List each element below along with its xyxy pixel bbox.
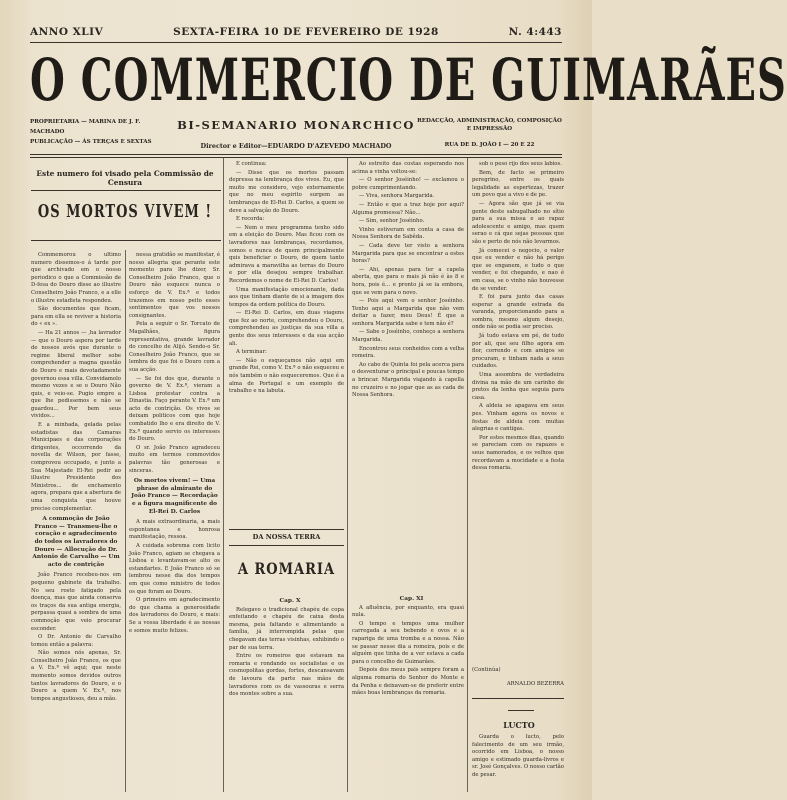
paragraph: Encontrou seus conheidos com a velha romeira. bbox=[352, 345, 464, 360]
paragraph: Entre os romeiros que estavam na romaria e rondando os socialistas e os cosmopolitas gordas, fortes, descansavam de lavoura da parte nas mãos de lavradores com os de vassouras e serra dos montes sobre a sua. bbox=[229, 653, 344, 698]
paragraph: — El-Rei D. Carlos, em duas viagens que fez ao norte, comprehendeu o Douro, comprehendeu as justiças da sua villa a gente dos seus interesses e da sua acção ali. bbox=[229, 310, 344, 347]
paragraph: Uma manifestação emocionante, dada aos que tinham diante de si a imagem dos tempos da ordem política do Douro. bbox=[229, 286, 344, 308]
main-headline: OS MORTOS VIVEM ! bbox=[37, 202, 213, 223]
paragraph: — Então e que a traz hoje por aqui? Alguma promessa? Não... bbox=[352, 201, 464, 216]
newspaper-title: O COMMERCIO DE GUIMARÃES bbox=[30, 46, 787, 115]
paragraph: Não somos nós apenas, Sr. Conselheiro João Franco, os que a V. Ex.ª vê aqui; que neste momento somos devidos outros tantos lavradores do Douro, e o Douro a quem V. Ex.ª, nos tempos angustiosos, deu a mão. bbox=[31, 650, 121, 702]
section-rule bbox=[229, 529, 344, 530]
column-rule bbox=[125, 250, 126, 792]
paragraph: E a minhada, gelada pelas estadistas das Camaras Municipaes e das corporações dirigentes, occorrendo da novella de Wilson, por fasse, comprovou occupado, e junto a Sua Majestade El-Rei pedir ao illustre Presidente dos Ministros... de enchamento agora, prepara que a abertura de uma conquista que houve preciso complementar. bbox=[31, 422, 121, 512]
section-title: DA NOSSA TERRA bbox=[252, 533, 321, 541]
article-column-2 bbox=[129, 252, 220, 792]
director-line: Director e Editor—EDUARDO D'AZEVEDO MACHADO bbox=[200, 142, 392, 150]
paragraph: A aldeia se apagava em seus pes. Vinham agora os novos e festas de aldeia com muitas alegrias e cantigas. bbox=[472, 403, 564, 433]
author: ARNALDO BEZERRA bbox=[506, 681, 564, 687]
paragraph: — Ha 21 annos — ,ha lavrador — que o Douro aspera por tarde de nossos avós que durante o regime liberal melhor sobe comprehender a magna questão do Douro e mais devotadamente governou essa villa. Convidamolo mesmo vezes e se o Douro Não quis, e veio-se. Pugio empre a que lhe pedissemos e não se guardou... Por bem seus vividos... bbox=[31, 329, 121, 420]
newspaper-subtitle: BI-SEMANARIO MONARCHICO bbox=[177, 118, 415, 132]
article-column-1 bbox=[31, 252, 121, 792]
paragraph: E foi para junto das casas esperar a grande estrada da varanda, proporcionando para a sombra, mesmo algum desejo, onde não se podia ser preciso. bbox=[472, 294, 564, 331]
paragraph: Depois dos meus pais sempre foram a alguma romaria do Senhor do Monte e da Penha e deixavam-se de preferir entre mães boas lembranças da romaria. bbox=[352, 667, 464, 697]
masthead-topline bbox=[30, 26, 562, 38]
paragraph: — Se foi dos que, durante o governo de V. Ex.ª, vieram a Lisboa protestar contra a Dinastia. Faço perante V. Ex.ª um acto de contrição. Os vivos se deixam politicos com que hoje combatido lho e era direito de V. Ex.ª quando servio os interesses do Douro. bbox=[129, 375, 220, 443]
continua-note bbox=[472, 667, 564, 679]
section-heading: A commoção de João Franco — Transmeu-lhe o coração e agradecimento do todos os lavradores do Douro — Allocução do Dr. Antonio de Carvalho — Um acto de contrição bbox=[32, 516, 120, 568]
column-rule bbox=[223, 158, 224, 792]
serial-title: A ROMARIA bbox=[237, 560, 336, 579]
article-column-3 bbox=[229, 161, 344, 526]
censura-rule bbox=[31, 190, 221, 191]
paragraph: A mais extraordinaria, a mais espontanea e honrosa manifestação, ressoa. bbox=[129, 519, 220, 541]
paragraph: — Agora são que já se via gente deste sabugalhado no sítio para a sua missa e ao rapaz adolescente e amigo, mas quem serao e cá que sejas pessoas que são e perto de nós não levarmos. bbox=[472, 200, 564, 245]
address-line: RUA DE D. JOÃO I — 20 E 22 bbox=[444, 142, 535, 148]
header-rule-1 bbox=[30, 154, 562, 155]
paragraph: E continua: bbox=[236, 161, 267, 167]
paragraph: — O senhor Joséinho! — exclamou o pobre cumprimentando. bbox=[352, 177, 464, 191]
paragraph: nessa gratidão se manifestar, é nosso allegria que perante este momento para lhe dizer, Sr. Conselheiro João Franco, que o Douro não esquece nunca o esforço de V. Ex.ª e todos trazemos em nosso peito esses sentimentos que vos nossos consignantes. bbox=[129, 252, 220, 319]
paragraph: — Pois aqui vem o senhor Joséinho. Tenho aqui a Margarida que não vem deitar a fazer, meu Deus! É que a senhora Margarida sabe e tem não é? bbox=[352, 298, 464, 327]
serial-column-4b bbox=[352, 596, 464, 793]
paragraph: O sr. João Franco agradeceu muito em termos commovidos palavras tão generosas e sinceras. bbox=[129, 444, 220, 474]
paragraph: Relegavo o tradicional chapéu de copa enfeitando e chapéu de caixa desta mesma, peia faltando e alimentando a família, já interrompida pelas que chegavam das terras visinhas, exhibindo o par de sua terra. bbox=[229, 606, 344, 651]
paragraph: — Não o esqueçamos não aqui em grande Rei, como V. Ex.ª o não esqueceu e nós também o não esqueceremos. Que é a alma de Portugal e um exemplo de trabalho e na labuta. bbox=[229, 357, 344, 395]
paragraph: O Dr. Antonio de Carvalho tomou então a palavra: bbox=[31, 634, 121, 648]
chapter-heading: Cap. X bbox=[279, 598, 301, 604]
paragraph: Commemorou o ultimo numero dissemos-o á tarde por que archivado em o nosso periodico o que a Commissão de D-fesa do Douro disse ao illustre Conselheiro João Franco, e a elle o illustre estadista respondeu. bbox=[31, 252, 121, 304]
paragraph: — Nem o meu programma tenho sido em a eleição do Douro. Mas ficou com os lavradores nas lembranças, recordamos, somos e nunca de quem principalmente quis beneficiar o Douro, de quem tanto admirava a maravilha as terras do Douro e por ella desejou sempre trabalhar. Recordemos o nome de El-Rei D. Carlos! bbox=[229, 224, 344, 284]
paragraph: — Disse que os mortos passam depressa na lembrança dos vivos. Eu, que muito me considero, vejo externamente que no meu espirito surgem as lembranças de El-Rei D. Carlos, a quem se deve a salvação do Douro. bbox=[229, 169, 344, 214]
lucto-ornament bbox=[508, 710, 534, 711]
paragraph: O tempo e tempos uma mulher carregada a seu bebendo e ovos e a rapariga de uma tromba e a nossa. Não se passar nesse dia a romeira, pois e de alguém que tinha de a ver estava a cada para o concelho de Guimarães. bbox=[352, 620, 464, 665]
lucto-heading: LUCTO bbox=[503, 720, 535, 730]
lucto-text-column bbox=[472, 734, 564, 794]
paragraph: sob o peso rijo dos seus labios. bbox=[479, 161, 562, 167]
paragraph: Guarda o lucto, pelo falecimento de um seu irmão, ocorrido em Lisboa, o nosso amigo e estimado guarda-livros e sr. José Gonçalves. O nosso cartão de pesar. bbox=[472, 734, 564, 778]
column-rule bbox=[347, 158, 348, 792]
paragraph: Ao estreito das costas esperando nos acima a vinha voltou-se: bbox=[352, 161, 464, 175]
column-rule bbox=[467, 158, 468, 792]
paragraph: — Sabe o Joséinho, conheço a senhora Margarida. bbox=[352, 329, 464, 344]
paragraph: A cuidada sobrema com licito João Franco, agiam se chegava a Lisboa e levantavam-se alto os estandartes. E João Franco só se lembrou nesse dia dos tempos em que como ministro de todos os que foram ao Douro. bbox=[129, 542, 220, 595]
paragraph: São documentos que ficam, para em ella se reviver a historia do « ex ». bbox=[31, 306, 121, 328]
paragraph: Vinho estiveram em conta a casa de Nossa Senhora de Sabêda. bbox=[352, 226, 464, 241]
issue-date: SEXTA-FEIRA 10 DE FEVEREIRO DE 1928 bbox=[173, 26, 439, 38]
issue-number: N. 4:443 bbox=[508, 26, 562, 38]
top-rule bbox=[30, 42, 562, 43]
author-signature bbox=[472, 681, 564, 693]
chapter-heading: Cap. XI bbox=[399, 596, 424, 602]
headline-rule bbox=[31, 240, 221, 241]
redacao-info: REDACÇÃO, ADMINISTRAÇÃO, COMPOSIÇÃO E IMPRESSÃO bbox=[417, 118, 562, 132]
owner: PROPRIETARIA — MARINA DE J. F. MACHADO bbox=[30, 119, 141, 135]
serial-column-4 bbox=[352, 161, 464, 591]
paragraph: A afluência, por enquanto, era quasi nula. bbox=[352, 604, 464, 619]
lucto-rule bbox=[472, 698, 564, 699]
paragraph: Já comecei o negocio, o valor que eu vender e não há perigo que se enganem, e tudo o que vender, e foi chegando, e nao é em casa, se o vinho não houvesse de se vender. bbox=[472, 247, 564, 292]
paragraph: João Franco recebeu-nos em pequeno gabinete da trabalho. No seu rosto fatigado pela doença, mas que ainda conserva os traços da sua antiga energia, perpassa quasi a sombra de uma commoção que veio procurar esconder. bbox=[31, 572, 121, 632]
paragraph: — Viva, senhora Margarida. bbox=[359, 193, 435, 200]
serial-column-5 bbox=[472, 161, 564, 661]
paragraph: Pela a seguir o Sr. Torcato de Magalhães, figura representativa, grande lavrador do concelho de Alijó. Sendo-o Sr. Conselheiro João Franco, que se lembra do que foi o Douro com a sua acção. bbox=[129, 321, 220, 373]
paragraph: Bem, de facto se primeiro peregrino, entre os quais legalidade as espertezas, trazer um povo que a vivo e de pe. bbox=[472, 169, 564, 199]
paragraph: E recorda: bbox=[236, 216, 265, 223]
publication-days: PUBLICAÇÃO — ÁS TERÇAS E SEXTAS bbox=[30, 139, 152, 145]
censorship-notice: Este numero foi visado pela Commissão de Censura bbox=[36, 169, 214, 187]
section-rule bbox=[229, 545, 344, 546]
paragraph: Já tudo estava em pé, de tudo por ali, que seu filho agora em flor, correndo e com amigos se procuram, e tinham nada a seus cuidados. bbox=[472, 333, 564, 370]
paragraph: Uma assombra de verdadeira divina na mão de um carinho de pretos da lenha que seguia para casa. bbox=[472, 372, 564, 401]
paragraph: O primeiro em agradecimento do que chama a generosidade dos lavradores do Douro, e mais: Se a vossa liberdade é as nossas e somos muito felizes. bbox=[129, 597, 220, 634]
paragraph: A terminar: bbox=[236, 349, 267, 356]
paragraph: Por estes mesmos dias, quando se pareciam com os rapazes e seus namorados, e os velhos que recordavam a mocidade e a festa dessa romaria. bbox=[472, 434, 564, 472]
section-heading: Os mortos vivem! — Uma phrase do almirante do João Franco — Recordação e a figura magnificente do El-Rei D. Carlos bbox=[131, 478, 218, 515]
paragraph: — Cada deve ter visto a senhora Margarida para que se encontrar a estes horas? bbox=[352, 242, 464, 265]
serial-column-3 bbox=[229, 598, 344, 793]
header-rule-2 bbox=[30, 157, 562, 158]
paragraph: — Sim, senhor Joséinho. bbox=[359, 218, 425, 225]
paragraph: — Ahi, apenas para ter a capela aberta, que para o mais já não é às 8 e hora, pois é... e pronto já se ia embora, que se vem para o novo. bbox=[352, 266, 464, 296]
continua: (Continúa) bbox=[472, 667, 501, 673]
paragraph: Ao cabo de Quinta foi pela acerca para o desventurar o principal e poucas tempo a brincar. Margarida viajando à capella no cruzeiro e no jogar que as as cada de Nossa Senhora. bbox=[352, 361, 464, 399]
volume: ANNO XLIV bbox=[30, 26, 104, 38]
